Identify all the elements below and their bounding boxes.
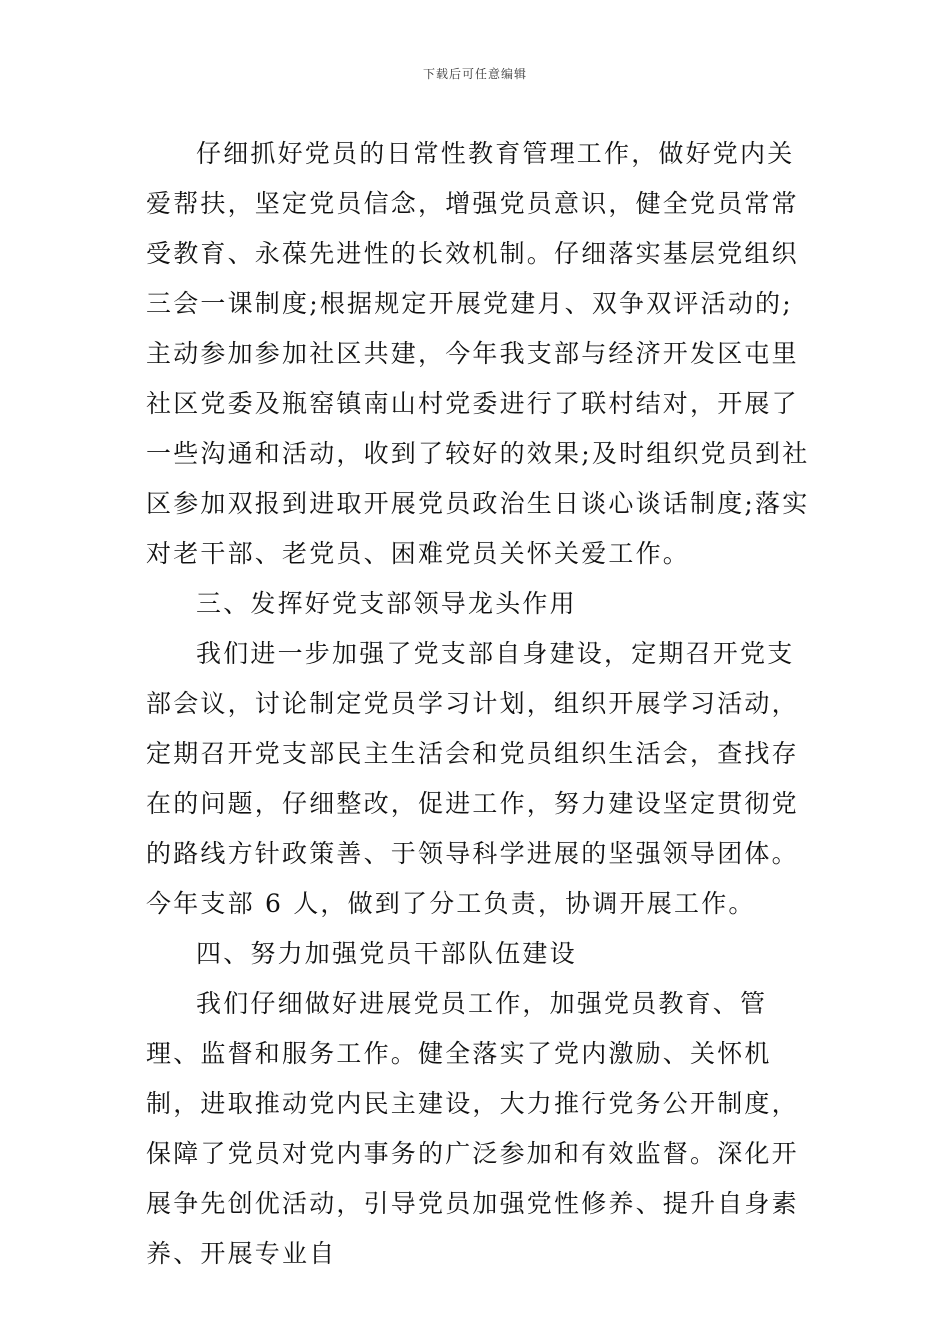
page-header: 下载后可任意编辑 [422,67,527,81]
paragraph-branch-building: 我们进一步加强了党支部自身建设，定期召开党支部会议，讨论制定党员学习计划，组织开展学习活动，定期召开党支部民主生活会和党员组织生活会，查找存在的问题，仔细整改，促进工作，努力建设坚定贯彻党的路线方针政策善、于领导科学进展的坚强领导团体。今年支部 6 人，做到了分工负责，协调开展工作。 [146,639,799,918]
paragraph-education-management: 仔细抓好党员的日常性教育管理工作，做好党内关爱帮扶，坚定党员信念，增强党员意识，健全党员常常受教育、永葆先进性的长效机制。仔细落实基层党组织三会一课制度;根据规定开展党建月、双争双评活动的;主动参加参加社区共建，今年我支部与经济开发区屯里社区党委及瓶窑镇南山村党委进行了联村结对，开展了一些沟通和活动，收到了较好的效果;及时组织党员到社区参加双报到进取开展党员政治生日谈心谈话制度;落实对老干部、老党员、困难党员关怀关爱工作。 [146,139,810,568]
section-heading-4: 四、努力加强党员干部队伍建设 [196,939,577,968]
paragraph-cadre-team: 我们仔细做好进展党员工作，加强党员教育、管理、监督和服务工作。健全落实了党内激励、关怀机制，进取推动党内民主建设，大力推行党务公开制度，保障了党员对党内事务的广泛参加和有效监督。深化开展争先创优活动，引导党员加强党性修养、提升自身素养、开展专业自 [146,989,799,1268]
section-heading-3: 三、发挥好党支部领导龙头作用 [196,589,577,618]
document-body [146,129,810,1279]
